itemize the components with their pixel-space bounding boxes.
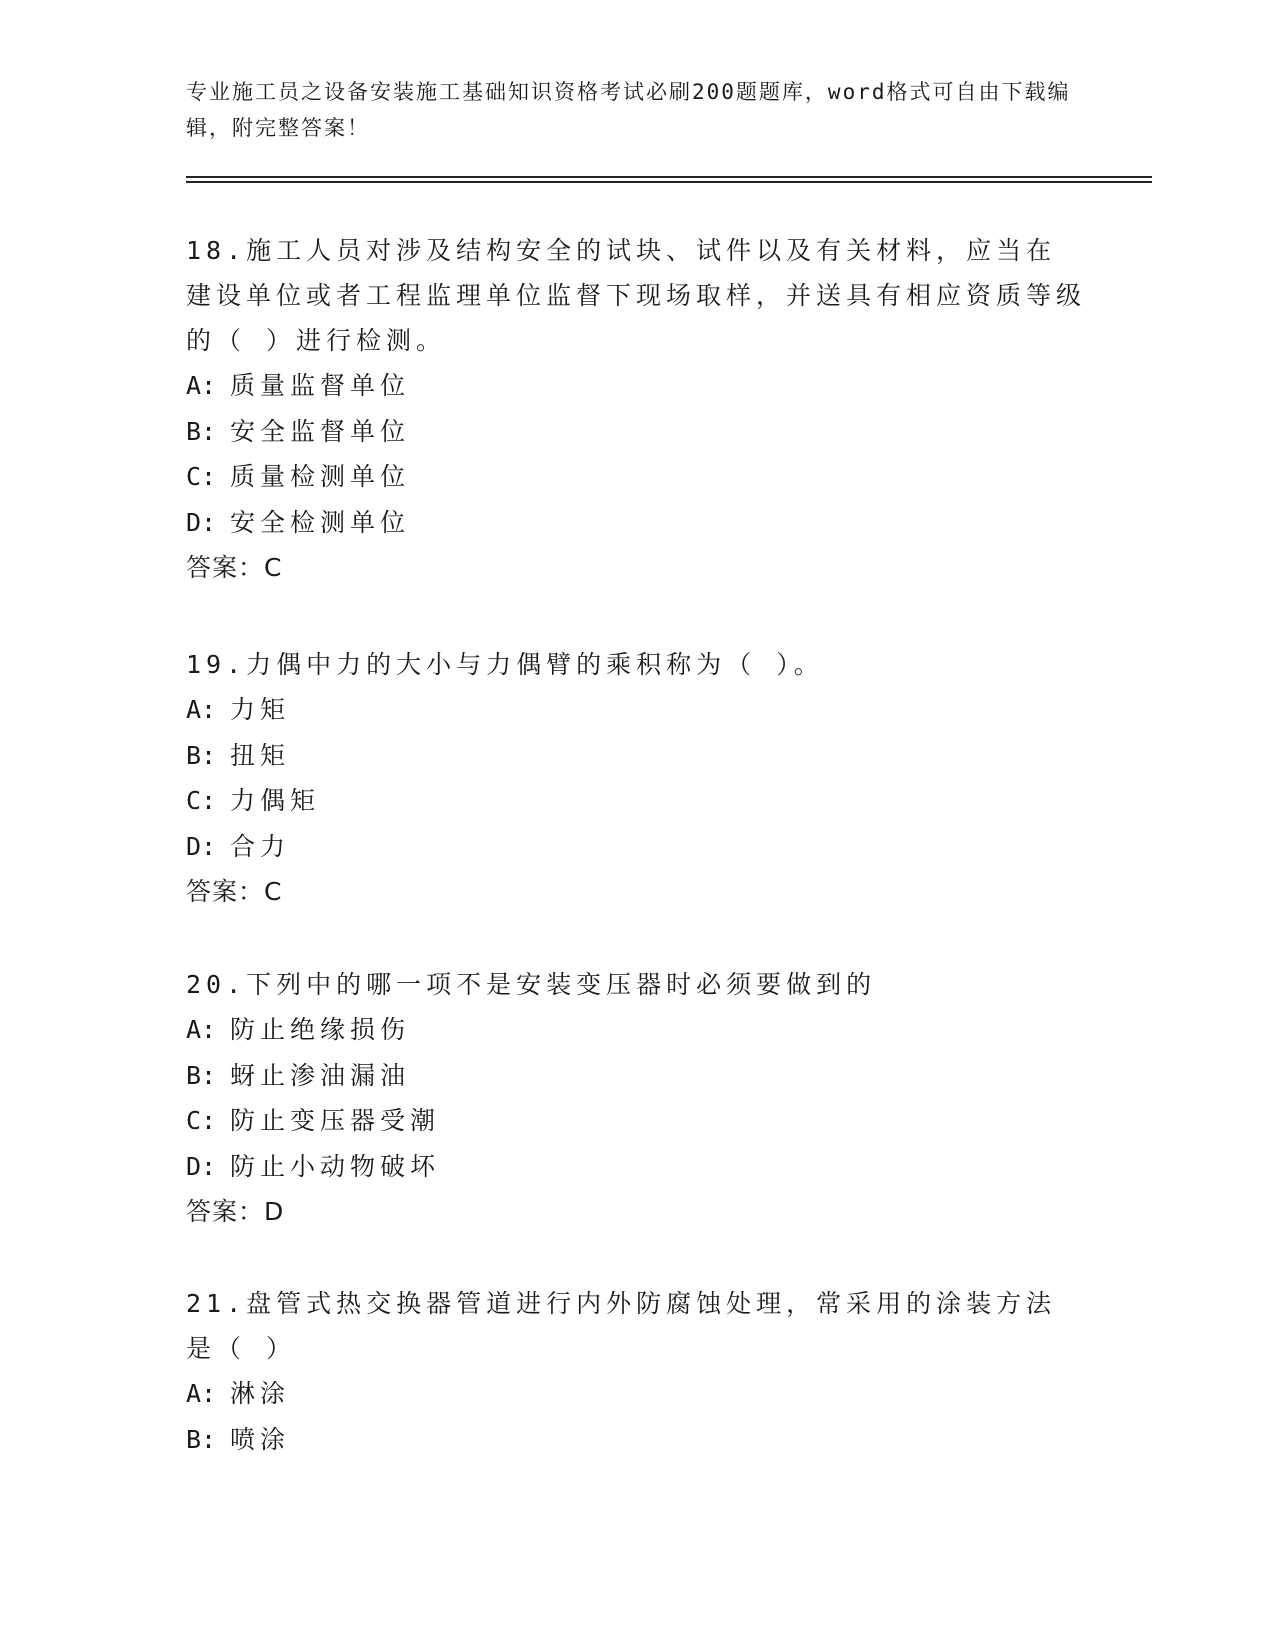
question-21 <box>186 1281 1086 1462</box>
option-text: 防止变压器受潮 <box>230 1106 441 1135</box>
question-stem: 21.盘管式热交换器管道进行内外防腐蚀处理，常采用的涂装方法是（ ） <box>186 1289 1057 1363</box>
option-text: 防止小动物破坏 <box>230 1151 441 1181</box>
option-key: A: <box>186 371 217 400</box>
option-c <box>186 778 1086 824</box>
option-text: 扭矩 <box>230 740 291 770</box>
option-key: B: <box>186 1424 217 1454</box>
option-key: B: <box>186 416 217 446</box>
option-key: A: <box>186 1015 217 1044</box>
document-header: 专业施工员之设备安装施工基础知识资格考试必刷200题题库，word格式可自由下载编辑，附完整答案！ <box>186 80 1071 140</box>
option-text: 合力 <box>230 831 291 861</box>
option-text: 防止绝缘损伤 <box>230 1015 411 1044</box>
answer: 答案：D <box>186 1197 285 1226</box>
option-b <box>186 733 1086 779</box>
option-text: 力偶矩 <box>230 786 321 815</box>
option-a <box>186 1007 1086 1053</box>
question-stem: 19.力偶中力的大小与力偶臂的乘积称为（ ）。 <box>186 650 824 679</box>
answer: 答案：C <box>186 877 283 906</box>
option-key: A: <box>186 1379 217 1408</box>
question-19 <box>186 642 1086 915</box>
option-d <box>186 1144 1086 1190</box>
option-key: A: <box>186 695 217 724</box>
option-key: B: <box>186 740 217 770</box>
option-a <box>186 363 1086 409</box>
option-text: 质量监督单位 <box>230 371 411 400</box>
option-text: 质量检测单位 <box>230 462 411 491</box>
header-divider-bottom <box>186 181 1152 183</box>
option-a <box>186 687 1086 733</box>
option-text: 喷涂 <box>230 1424 291 1454</box>
option-a <box>186 1371 1086 1417</box>
question-18 <box>186 228 1086 591</box>
option-text: 安全监督单位 <box>230 416 411 446</box>
option-key: B: <box>186 1060 217 1090</box>
option-text: 淋涂 <box>230 1379 291 1408</box>
option-b <box>186 1053 1086 1099</box>
option-text: 蚜止渗油漏油 <box>230 1060 411 1090</box>
option-b <box>186 409 1086 455</box>
option-key: D: <box>186 507 217 537</box>
option-text: 安全检测单位 <box>230 507 411 537</box>
question-stem: 18.施工人员对涉及结构安全的试块、试件以及有关材料，应当在建设单位或者工程监理单位监督下现场取样，并送具有相应资质等级的（ ）进行检测。 <box>186 236 1087 355</box>
header-divider-top <box>186 176 1152 178</box>
option-c <box>186 1098 1086 1144</box>
option-key: C: <box>186 462 217 491</box>
option-key: D: <box>186 1151 217 1181</box>
option-d <box>186 824 1086 870</box>
option-c <box>186 454 1086 500</box>
option-key: C: <box>186 1106 217 1135</box>
option-text: 力矩 <box>230 695 291 724</box>
option-b <box>186 1417 1086 1463</box>
question-stem: 20.下列中的哪一项不是安装变压器时必须要做到的 <box>186 970 877 999</box>
option-key: C: <box>186 786 217 815</box>
answer: 答案：C <box>186 553 283 582</box>
option-key: D: <box>186 831 217 861</box>
option-d <box>186 500 1086 546</box>
question-20 <box>186 962 1086 1235</box>
